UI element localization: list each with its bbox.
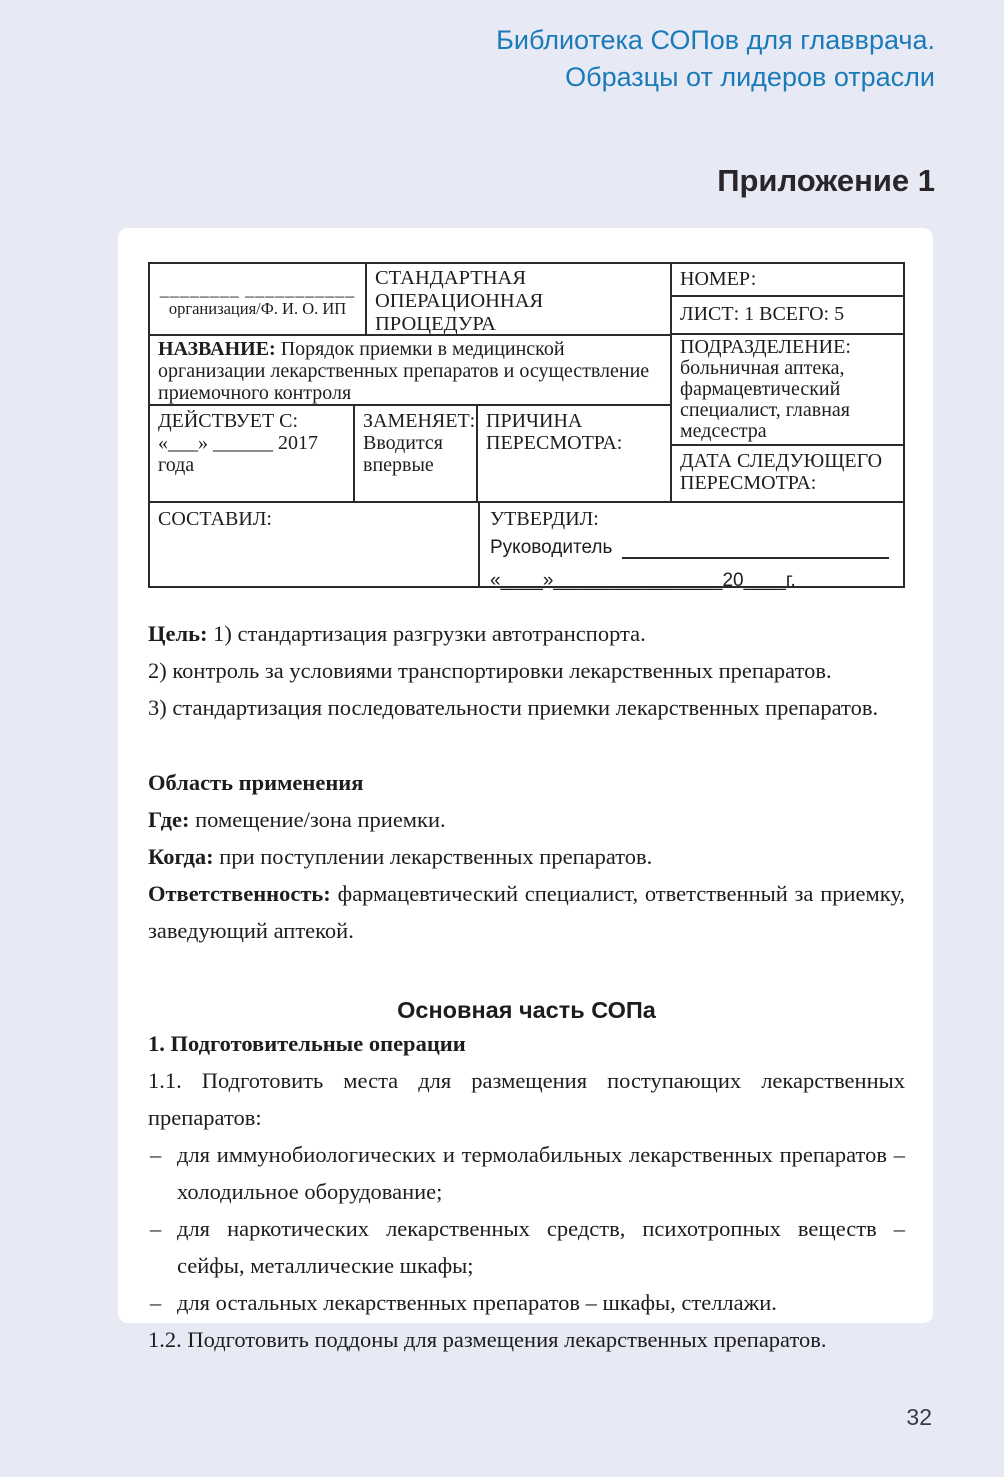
scope-item-when <box>148 838 905 875</box>
sop-table-bottom-row <box>150 501 903 591</box>
valid-from-label: ДЕЙСТВУЕТ С: <box>158 410 299 432</box>
valid-from-value: «___» ______ 2017 года <box>158 432 318 476</box>
goal-label: Цель: <box>148 621 208 646</box>
sop-table-row-1 <box>150 264 670 336</box>
replaces-cell <box>355 406 478 501</box>
sop-table-row-3 <box>150 406 670 501</box>
revision-reason-cell: ПРИЧИНА ПЕРЕСМОТРА: <box>486 410 623 454</box>
list-item <box>150 1284 905 1321</box>
goal-line-3: 3) стандартизация последовательности приемки лекарственных препаратов. <box>148 695 879 720</box>
sheet-cell: ЛИСТ: 1 ВСЕГО: 5 <box>672 297 903 334</box>
page-number: 32 <box>906 1404 932 1430</box>
division-value: больничная аптека, фармацевтический специалист, главная медсестра <box>680 356 850 442</box>
procedure-type-cell: СТАНДАРТНАЯ ОПЕРАЦИОННАЯ ПРОЦЕДУРА <box>375 267 544 335</box>
goal-section <box>148 615 905 726</box>
number-cell: НОМЕР: <box>672 264 903 297</box>
scope-responsibility-label: Ответственность: <box>148 881 331 906</box>
procedure-name-label: НАЗВАНИЕ: <box>158 338 276 360</box>
document-body <box>148 615 905 1358</box>
scope-when-text: при поступлении лекарственных препаратов. <box>219 844 653 869</box>
replaces-value: Вводится впервые <box>363 432 444 476</box>
page-title: Приложение 1 <box>717 163 935 198</box>
list-item <box>150 1210 905 1284</box>
division-label: ПОДРАЗДЕЛЕНИЕ: <box>680 335 851 358</box>
dash-marker: – <box>150 1142 162 1167</box>
approved-head-line <box>490 537 893 559</box>
dash-marker: – <box>150 1290 162 1315</box>
scope-section <box>148 764 905 949</box>
goal-line-2: 2) контроль за условиями транспортировки лекарственных препаратов. <box>148 658 832 683</box>
approved-date-line: «____»________________20____г. <box>490 570 796 591</box>
scope-responsibility-text: фармацевтический специалист, ответственный за приемку, заведующий аптекой. <box>148 881 905 943</box>
list-item-text: для наркотических лекарственных средств, психотропных веществ – сейфы, металлические шкафы; <box>177 1216 905 1278</box>
procedure-name-value: Порядок приемки в медицинской организации лекарственных препаратов и осуществление приемочного контроля <box>158 338 650 404</box>
sop-header-table <box>148 262 905 591</box>
procedure-name-cell <box>150 336 670 406</box>
sop-table-right-section <box>672 264 903 501</box>
book-header <box>496 22 935 96</box>
goal-text-1: 1) стандартизация разгрузки автотранспорта. <box>213 621 646 646</box>
scope-heading: Область применения <box>148 770 364 795</box>
section-1-title: 1. Подготовительные операции <box>148 1031 466 1056</box>
scope-when-label: Когда: <box>148 844 214 869</box>
sop-table-left-section <box>150 264 672 501</box>
approved-label: УТВЕРДИЛ: <box>490 508 599 530</box>
book-header-line-2: Образцы от лидеров отрасли <box>565 62 935 92</box>
scope-where-text: помещение/зона приемки. <box>195 807 446 832</box>
scope-item-where <box>148 801 905 838</box>
paragraph-1-2: 1.2. Подготовить поддоны для размещения лекарственных препаратов. <box>148 1327 827 1352</box>
valid-from-cell <box>150 406 355 501</box>
scope-where-label: Где: <box>148 807 190 832</box>
organization-signature-blank: ________ ___________ <box>159 279 356 299</box>
paragraph-1-1: 1.1. Подготовить места для размещения поступающих лекарственных препаратов: <box>148 1068 905 1130</box>
document-card <box>118 228 933 1352</box>
organization-caption: организация/Ф. И. О. ИП <box>168 299 347 318</box>
scope-item-responsibility <box>148 875 905 949</box>
main-part-heading: Основная часть СОПа <box>397 997 656 1023</box>
goal-line-1 <box>148 615 905 652</box>
approved-head-label: Руководитель <box>490 537 613 558</box>
replaces-label: ЗАМЕНЯЕТ: <box>363 410 476 432</box>
list-item <box>150 1136 905 1210</box>
dash-marker: – <box>150 1216 162 1241</box>
next-revision-cell: ДАТА СЛЕДУЮЩЕГО ПЕРЕСМОТРА: <box>680 449 883 494</box>
list-item-text: для иммунобиологических и термолабильных лекарственных препаратов – холодильное оборудование; <box>177 1142 905 1204</box>
signature-line <box>622 541 889 559</box>
sop-table-top-section <box>150 264 903 501</box>
bullet-list <box>148 1136 905 1321</box>
division-cell <box>672 335 903 446</box>
organization-cell <box>150 264 367 334</box>
list-item-text: для остальных лекарственных препаратов – шкафы, стеллажи. <box>177 1290 777 1315</box>
book-header-line-1: Библиотека СОПов для главврача. <box>496 25 935 55</box>
approved-by-cell <box>480 503 903 591</box>
composed-by-cell: СОСТАВИЛ: <box>150 503 480 586</box>
